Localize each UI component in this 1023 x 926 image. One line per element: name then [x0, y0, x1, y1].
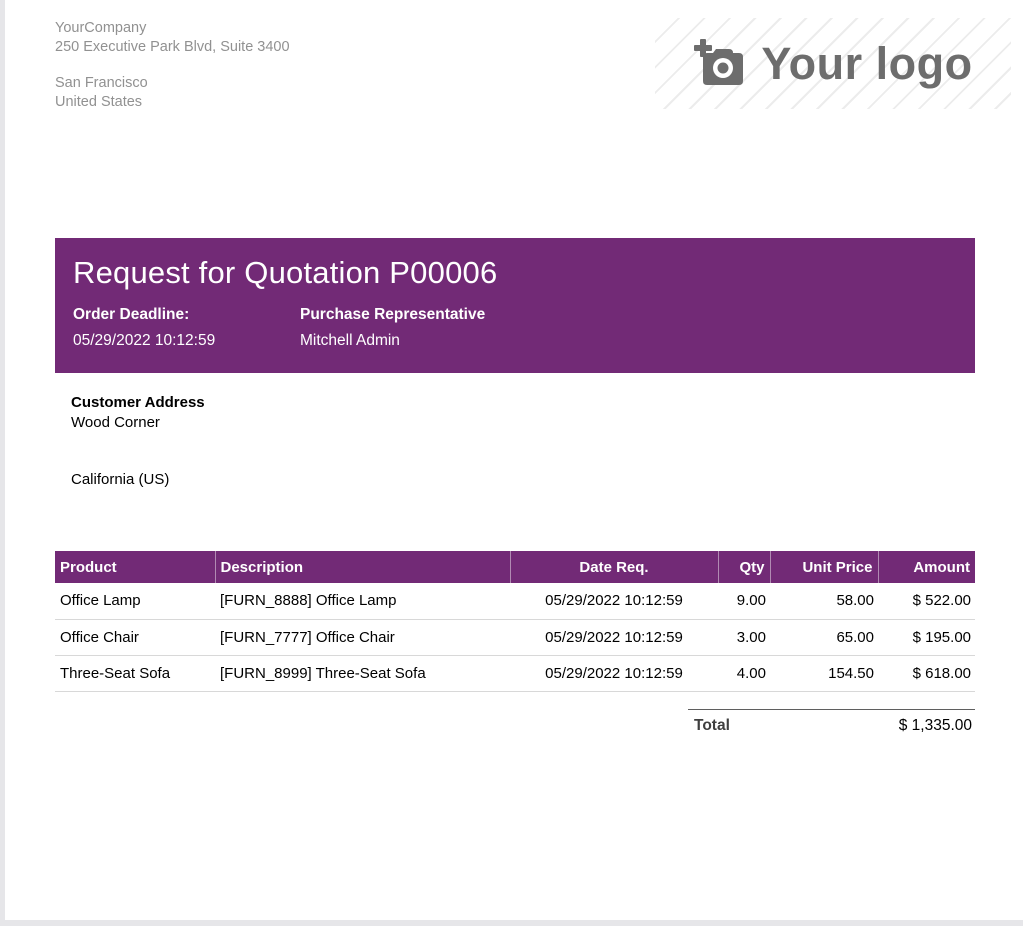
- table-header-row: [55, 551, 975, 583]
- company-city: San Francisco: [55, 75, 148, 91]
- cell-date-req: 05/29/2022 10:12:59: [510, 619, 718, 655]
- rfq-title: Request for Quotation P00006: [73, 255, 498, 290]
- customer-address-label: Customer Address: [71, 394, 205, 411]
- company-address-block: [55, 19, 290, 111]
- table-row: [55, 655, 975, 691]
- total-row: [688, 709, 975, 735]
- logo-placeholder: [655, 18, 1011, 109]
- customer-state: California (US): [71, 471, 170, 488]
- company-country: United States: [55, 93, 143, 110]
- cell-amount: $ 195.00: [878, 619, 975, 655]
- logo-text: Your logo: [761, 37, 973, 89]
- col-header-description: Description: [215, 551, 510, 583]
- cell-product: Office Lamp: [55, 583, 215, 619]
- cell-unit-price: 154.50: [770, 655, 878, 691]
- purchase-rep-value: Mitchell Admin: [300, 332, 400, 349]
- company-name: YourCompany: [55, 20, 147, 36]
- viewer-left-gutter: [0, 0, 5, 926]
- cell-date-req: 05/29/2022 10:12:59: [510, 655, 718, 691]
- cell-description: [FURN_7777] Office Chair: [215, 619, 510, 655]
- purchase-rep-label: Purchase Representative: [300, 306, 486, 323]
- cell-qty: 9.00: [718, 583, 770, 619]
- viewer-bottom-gutter: [0, 920, 1023, 926]
- table-row: [55, 583, 975, 619]
- cell-amount: $ 522.00: [878, 583, 975, 619]
- camera-plus-icon: [693, 39, 745, 89]
- address-spacer: [55, 56, 290, 74]
- col-header-date-req: Date Req.: [510, 551, 718, 583]
- col-header-qty: Qty: [718, 551, 770, 583]
- col-header-amount: Amount: [878, 551, 975, 583]
- cell-qty: 4.00: [718, 655, 770, 691]
- line-items-table: [55, 551, 975, 692]
- customer-name: Wood Corner: [71, 414, 160, 431]
- order-deadline-label: Order Deadline:: [73, 306, 190, 323]
- order-deadline-block: [73, 306, 215, 350]
- order-deadline-value: 05/29/2022 10:12:59: [73, 332, 216, 349]
- col-header-unit-price: Unit Price: [770, 551, 878, 583]
- cell-amount: $ 618.00: [878, 655, 975, 691]
- total-value: $ 1,335.00: [898, 717, 972, 734]
- cell-unit-price: 58.00: [770, 583, 878, 619]
- col-header-product: Product: [55, 551, 215, 583]
- cell-date-req: 05/29/2022 10:12:59: [510, 583, 718, 619]
- customer-address-block: [71, 393, 205, 490]
- cell-product: Office Chair: [55, 619, 215, 655]
- cell-unit-price: 65.00: [770, 619, 878, 655]
- purchase-rep-block: [300, 306, 485, 350]
- company-street: 250 Executive Park Blvd, Suite 3400: [55, 38, 290, 55]
- cell-description: [FURN_8999] Three-Seat Sofa: [215, 655, 510, 691]
- cell-description: [FURN_8888] Office Lamp: [215, 583, 510, 619]
- table-row: [55, 619, 975, 655]
- cell-product: Three-Seat Sofa: [55, 655, 215, 691]
- total-label: Total: [694, 717, 730, 734]
- rfq-banner: [55, 238, 975, 373]
- cell-qty: 3.00: [718, 619, 770, 655]
